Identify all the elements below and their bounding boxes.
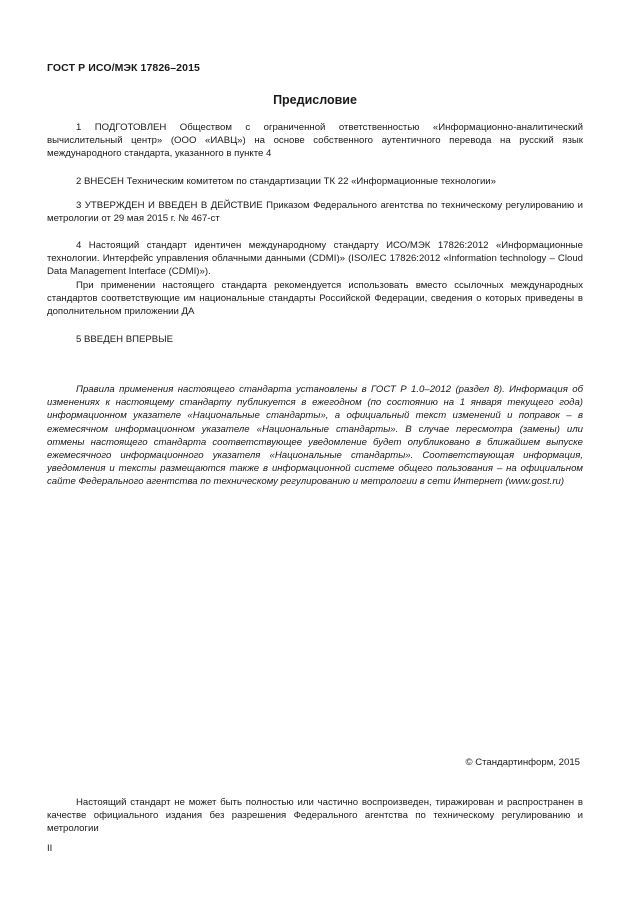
paragraph-4-block — [47, 239, 583, 318]
page-title: Предисловие — [273, 93, 357, 107]
paragraph-2-block — [47, 175, 583, 188]
paragraph-1-block — [47, 121, 583, 161]
paragraph-identical-standard: 4 Настоящий стандарт идентичен международному стандарту ИСО/МЭК 17826:2012 «Информационные технологии. Интерфейс управления облачными данными (CDMI)» (ISO/IEC 17826:2012 «Information technology – Cloud Data Management Interface (CDMI)»). — [47, 240, 583, 278]
paragraph-submitted-by: 2 ВНЕСЕН Техническим комитетом по стандартизации ТК 22 «Информационные технологии» — [76, 176, 496, 187]
application-rules-notice: Правила применения настоящего стандарта установлены в ГОСТ Р 1.0–2012 (раздел 8). Информация об изменениях к настоящему стандарту публикуется в ежегодном (по состоянию на 1 января текущего года) информационном указателе «Национальные стандарты», а официальный текст изменений и поправок – в ежемесячном информационном указателе «Национальные стандарты». В случае пересмотра (замены) или отмены настоящего стандарта соответствующее уведомление будет опубликовано в ближайшем выпуске ежемесячного информационного указателя «Национальные стандарты». Соответствующая информация, уведомления и тексты размещаются также в информационной системе общего пользования – на официальном сайте Федерального агентства по техническому регулированию и метрологии в сети Интернет (www.gost.ru) — [47, 384, 583, 488]
paragraph-references-note: При применении настоящего стандарта рекомендуется использовать вместо ссылочных международных стандартов соответствующие им национальные стандарты Российской Федерации, сведения о которых приведены в дополнительном приложении ДА — [47, 279, 583, 318]
reproduction-restriction-note: Настоящий стандарт не может быть полностью или частично воспроизведен, тиражирован и распространен в качестве официального издания без разрешения Федерального агентства по техническому регулированию и метрологии — [47, 797, 583, 835]
paragraph-approved: 3 УТВЕРЖДЕН И ВВЕДЕН В ДЕЙСТВИЕ Приказом Федерального агентства по техническому регулированию и метрологии от 29 мая 2015 г. № 467-ст — [47, 200, 583, 225]
paragraph-prepared-by: 1 ПОДГОТОВЛЕН Обществом с ограниченной ответственностью «Информационно-аналитический вычислительный центр» (ООО «ИАВЦ») на основе собственного аутентичного перевода на русский язык международного стандарта, указанного в пункте 4 — [47, 122, 583, 160]
paragraph-5-block — [47, 333, 583, 346]
standard-code-header: ГОСТ Р ИСО/МЭК 17826–2015 — [47, 62, 200, 74]
copyright-line: © Стандартинформ, 2015 — [465, 757, 580, 768]
page-number: II — [47, 843, 53, 854]
paragraph-introduced-first: 5 ВВЕДЕН ВПЕРВЫЕ — [76, 334, 174, 345]
paragraph-3-block — [47, 199, 583, 225]
